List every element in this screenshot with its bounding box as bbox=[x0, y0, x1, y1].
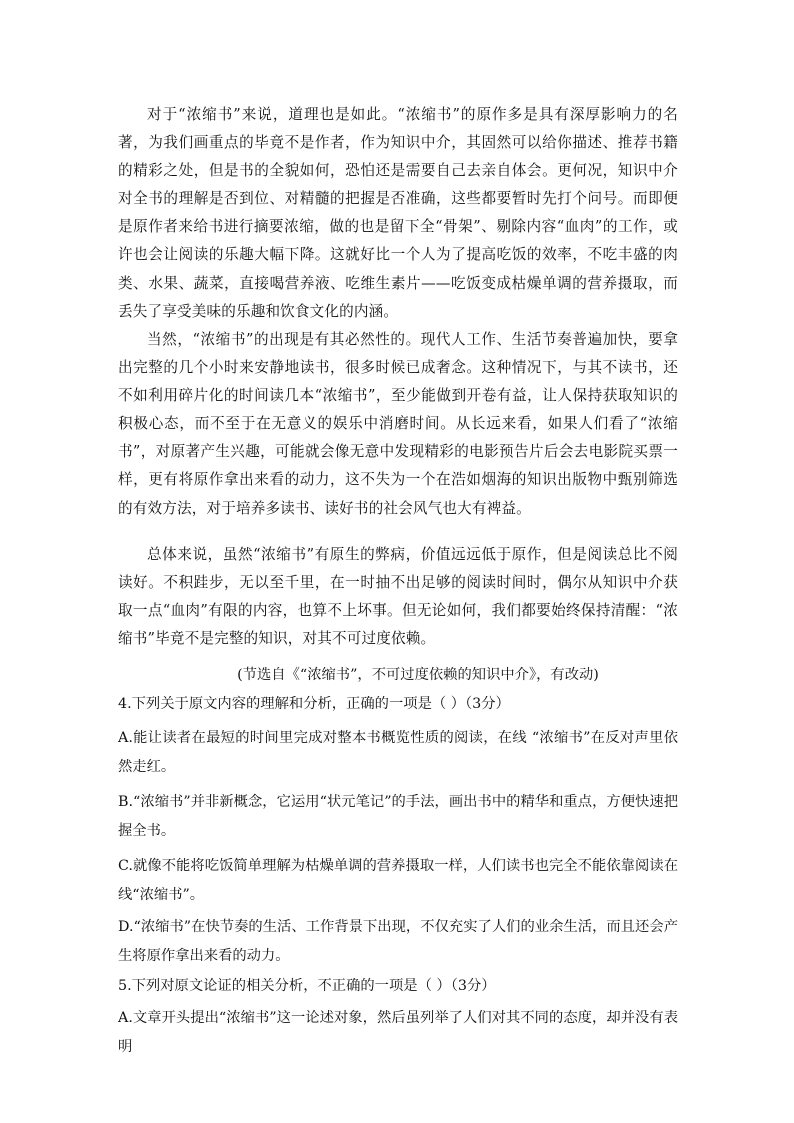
question-5-option-a: A.文章开头提出“浓缩书”这一论述对象，然后虽列举了人们对其不同的态度，却并没有表明 bbox=[118, 1010, 678, 1055]
question-4-option-b: B.“浓缩书”并非新概念，它运用“状元笔记”的手法，画出书中的精华和重点，方便快速把握全书。 bbox=[118, 794, 678, 839]
article-paragraph-3: 总体来说，虽然“浓缩书”有原生的弊病，价值远远低于原作，但是阅读总比不阅读好。不积跬步，无以至千里，在一时抽不出足够的阅读时间时，偶尔从知识中介获取一点“血肉”有限的内容，也算不上坏事。但无论如何，我们都要始终保持清醒：“浓缩书”毕竟不是完整的知识，对其不可过度依赖。 bbox=[118, 546, 678, 648]
question-4-stem: 4.下列关于原文内容的理解和分析，正确的一项是（ ）（3分） bbox=[118, 696, 510, 712]
question-4-option-c: C.就像不能将吃饭简单理解为枯燥单调的营养摄取一样，人们读书也完全不能依靠阅读在线“浓缩书”。 bbox=[118, 858, 678, 903]
question-4-option-a: A.能让读者在最短的时间里完成对整本书概览性质的阅读，在线 “浓缩书”在反对声里依然走红。 bbox=[118, 730, 678, 775]
article-paragraph-1: 对于“浓缩书”来说，道理也是如此。“浓缩书”的原作多是具有深厚影响力的名著，为我们画重点的毕竟不是作者，作为知识中介，其固然可以给你描述、推荐书籍的精彩之处，但是书的全貌如何，恐怕还是需要自己去亲自体会。更何况，知识中介对全书的理解是否到位、对精髓的把握是否准确，这些都要暂时先打个问号。而即便是原作者来给书进行摘要浓缩，做的也是留下全“骨架”、剔除内容“血肉”的工作，或许也会让阅读的乐趣大幅下降。这就好比一个人为了提高吃饭的效率，不吃丰盛的肉类、水果、蔬菜，直接喝营养液、吃维生素片——吃饭变成枯燥单调的营养摄取，而丢失了享受美味的乐趣和饮食文化的内涵。 bbox=[118, 106, 678, 320]
question-5-stem: 5.下列对原文论证的相关分析，不正确的一项是（ ）（3分） bbox=[118, 978, 496, 994]
article-paragraph-2: 当然，“浓缩书”的出现是有其必然性的。现代人工作、生活节奏普遍加快，要拿出完整的几个小时来安静地读书，很多时候已成奢念。这种情况下，与其不读书，还不如利用碎片化的时间读几本“浓缩书”，至少能做到开卷有益，让人保持获取知识的积极心态，而不至于在无意义的娱乐中消磨时间。从长远来看，如果人们看了“浓缩书”，对原著产生兴趣，可能就会像无意中发现精彩的电影预告片后会去电影院买票一样，更有将原作拿出来看的动力，这不失为一个在浩如烟海的知识出版物中甄别筛选的有效方法，对于培养多读书、读好书的社会风气也大有裨益。 bbox=[118, 331, 678, 517]
question-4-option-d: D.“浓缩书”在快节奏的生活、工作背景下出现，不仅充实了人们的业余生活，而且还会产生将原作拿出来看的动力。 bbox=[118, 919, 678, 964]
article-source: (节选自《“浓缩书”，不可过度依赖的知识中介》，有改动) bbox=[237, 667, 599, 683]
